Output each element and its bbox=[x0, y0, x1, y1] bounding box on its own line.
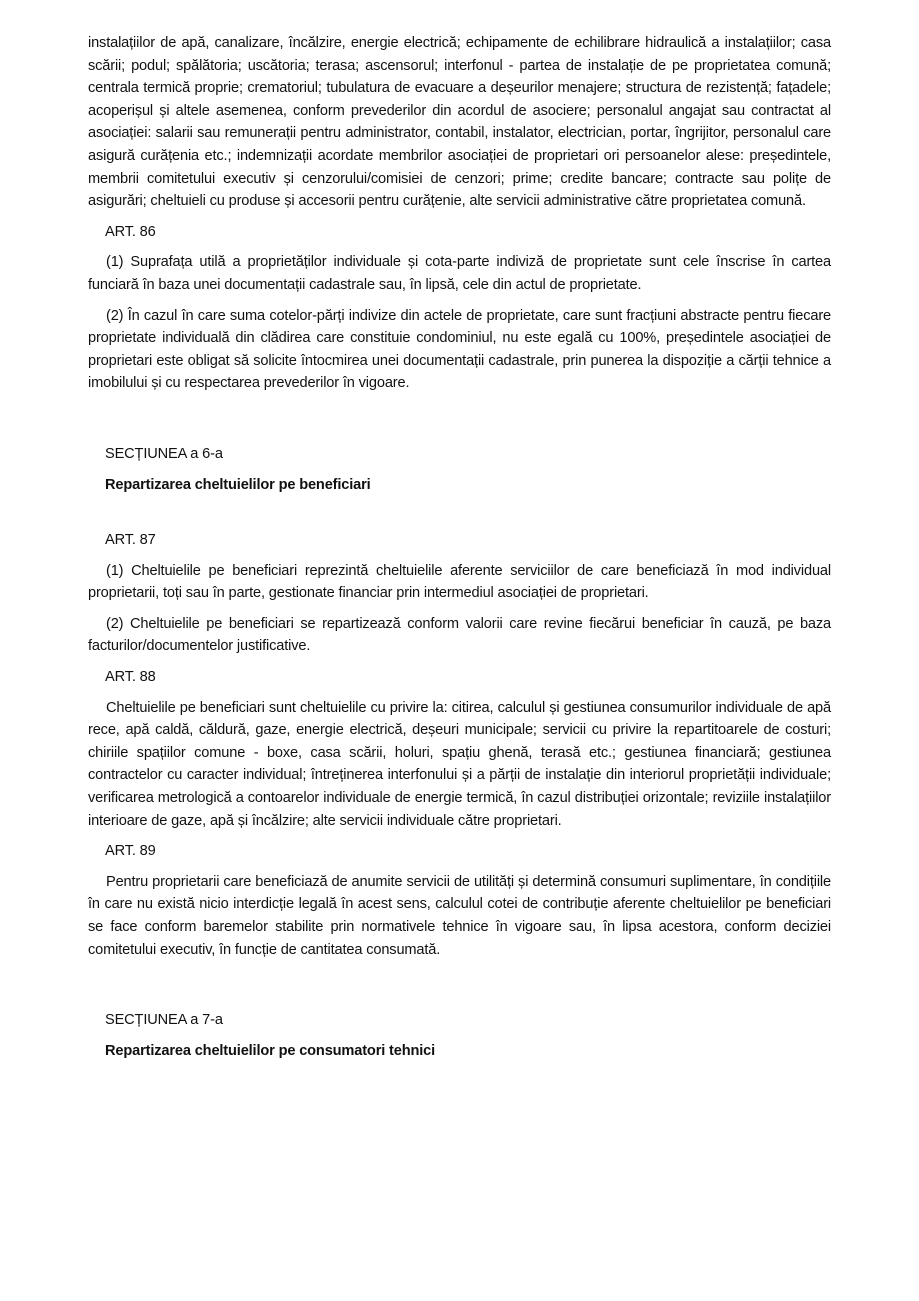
article-86-paragraph-1: (1) Suprafața utilă a proprietăților individuale și cota-parte indiviză de proprietate sunt cele înscrise în cartea funciară în baza unei documentații cadastrale sau, în lipsă, cele din actul de proprietate. bbox=[88, 254, 831, 293]
article-86-paragraph-2: (2) În cazul în care suma cotelor-părți indivize din actele de proprietate, care sunt fracțiuni abstracte pentru fiecare proprietate individuală din clădirea care constituie condominiul, nu este egală cu 100%, președintele asociației de proprietari este obligat să solicite întocmirea unei documentații cadastrale, prin punerea la dispoziție a cărții tehnice a imobilului și cu respectarea prevederilor în vigoare. bbox=[88, 307, 831, 392]
article-88-paragraph-1: Cheltuielile pe beneficiari sunt cheltuielile cu privire la: citirea, calculul și gestiunea consumurilor individuale de apă rece, apă caldă, căldură, gaze, energie electrică, deșeuri municipale; servicii cu privire la repartitoarele de costuri; chiriile spațiilor comune - boxe, casa scării, holuri, spațiu ghenă, terasă etc.; gestiunea financiară; gestiunea contractelor cu caracter individual; întreținerea interfonului și a părții de instalație din interiorul proprietății individuale; verificarea metrologică a contoarelor individuale de energie termică, în cazul distribuției orizontale; reviziile instalațiilor interioare de gaze, apă și încălzire; alte servicii individuale către proprietari. bbox=[88, 699, 831, 829]
document-page bbox=[88, 32, 831, 1062]
section-6-label: SECȚIUNEA a 6-a bbox=[105, 445, 223, 462]
spacer bbox=[88, 403, 831, 443]
article-heading-86: ART. 86 bbox=[105, 223, 156, 240]
intro-paragraph: instalațiilor de apă, canalizare, încălzire, energie electrică; echipamente de echilibrare hidraulică a instalațiilor; casa scării; podul; spălătoria; uscătoria; terasa; ascensorul; interfonul - partea de instalație de pe proprietatea comună; centrala termică proprie; crematoriul; tubulatura de evacuare a deșeurilor menajere; structura de rezistență; fațadele; acoperișul și altele asemenea, conform prevederilor din acordul de asociere; personalul angajat sau contractat al asociației: salarii sau remunerații pentru administrator, contabil, instalator, electrician, portar, îngrijitor, personalul care asigură curățenia etc.; indemnizații acordate membrilor asociației de proprietari ori persoanelor alese: președintele, membrii comitetului executiv și cenzorului/comisiei de cenzori; prime; credite bancare; contracte sau polițe de asigurări; cheltuieli cu produse și accesorii pentru curățenie, alte servicii administrative către proprietatea comună. bbox=[88, 35, 831, 210]
article-89-paragraph-1: Pentru proprietarii care beneficiază de anumite servicii de utilități și determină consumuri suplimentare, în condițiile în care nu există nicio interdicție legală în acest sens, calculul cotei de contribuție aferente cheltuielilor pe beneficiari se face conform baremelor stabilite prin normativele tehnice în vigoare sau, în lipsa acestora, conform deciziei comitetului executiv, în funcție de cantitatea consumată. bbox=[88, 873, 831, 958]
spacer bbox=[88, 496, 831, 529]
article-heading-89: ART. 89 bbox=[105, 843, 156, 860]
section-7-title: Repartizarea cheltuielilor pe consumatori tehnici bbox=[105, 1042, 436, 1059]
article-87-paragraph-1: (1) Cheltuielile pe beneficiari reprezintă cheltuielile aferente serviciilor de care beneficiază în mod individual proprietarii, toți sau în parte, gestionate financiar prin intermediul asociației de proprietari. bbox=[88, 562, 831, 602]
article-heading-88: ART. 88 bbox=[105, 669, 156, 686]
spacer bbox=[88, 969, 831, 1009]
article-heading-87: ART. 87 bbox=[105, 532, 156, 549]
section-6-title: Repartizarea cheltuielilor pe beneficiari bbox=[105, 476, 371, 493]
section-7-label: SECȚIUNEA a 7-a bbox=[105, 1012, 223, 1029]
article-87-paragraph-2: (2) Cheltuielile pe beneficiari se repartizează conform valorii care revine fiecărui beneficiar în cauză, pe baza facturilor/documentelor justificative. bbox=[88, 615, 831, 655]
